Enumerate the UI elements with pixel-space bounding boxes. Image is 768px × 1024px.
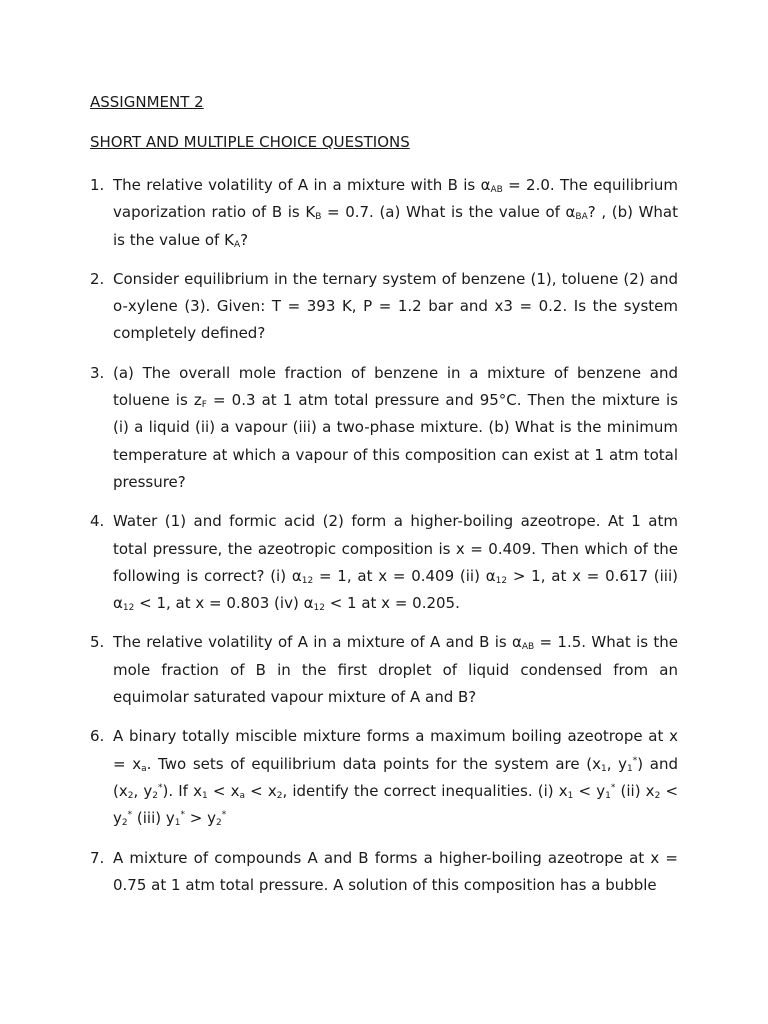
question-number: 6. <box>90 727 105 746</box>
question-4: 4. Water (1) and formic acid (2) form a higher-boiling azeotrope. At 1 atm total pressure, the azeotropic composition is x = 0.409. Then which of the following is correct? (i) $\alpha_{12} = 1$, at x = 0.409 (ii) $\alpha_{12} > 1$, at x = 0.617 (iii) $\alpha_{12} < 1$, at x = 0.803 (iv) $\alpha_{12} < 1$ at x = 0.205. <box>90 508 678 617</box>
question-list <box>90 172 678 899</box>
question-number: 4. <box>90 512 105 531</box>
question-number: 5. <box>90 633 105 652</box>
question-number: 2. <box>90 269 105 288</box>
question-1: 1. The relative volatility of A in a mixture with B is $\alpha_{AB} = 2.0$. The equilibrium vaporization ratio of B is $K_B = 0.7$. (a) What is the value of $\alpha_{BA}$? , (b) What is the value of $K_A$? <box>90 172 678 254</box>
assignment-title: ASSIGNMENT 2 <box>90 93 204 111</box>
question-5: 5. The relative volatility of A in a mixture of A and B is $\alpha_{AB} = 1.5$. What is the mole fraction of B in the first droplet of liquid condensed from an equimolar saturated vapour mixture of A and B? <box>90 629 678 711</box>
question-number: 7. <box>90 848 105 867</box>
question-7: 7. A mixture of compounds A and B forms a higher-boiling azeotrope at x = 0.75 at 1 atm total pressure. A solution of this composition has a bubble <box>90 845 678 900</box>
question-2: 2. Consider equilibrium in the ternary system of benzene (1), toluene (2) and o-xylene (3). Given: T = 393 K, P = 1.2 bar and x3 = 0.2. Is the system completely defined? <box>90 266 678 348</box>
question-number: 3. <box>90 363 105 382</box>
section-heading: SHORT AND MULTIPLE CHOICE QUESTIONS <box>90 133 410 151</box>
question-6: 6. A binary totally miscible mixture forms a maximum boiling azeotrope at $x = x_a$. Two sets of equilibrium data points for the system are ($x_1$, $y_1^*$) and ($x_2$, $y_2^*$). If $x_1 < x_a < x_2$, identify the correct inequalities. (i) $x_1 < y_1^*$ (ii) $x_2 < y_2^*$ (iii) $y_1^* > y_2^*$ <box>90 723 678 832</box>
question-number: 1. <box>90 176 105 194</box>
question-3: 3. (a) The overall mole fraction of benzene in a mixture of benzene and toluene is $z_F = 0.3$ at 1 atm total pressure and 95°C. Then the mixture is (i) a liquid (ii) a vapour (iii) a two-phase mixture. (b) What is the minimum temperature at which a vapour of this composition can exist at 1 atm total pressure? <box>90 360 678 496</box>
